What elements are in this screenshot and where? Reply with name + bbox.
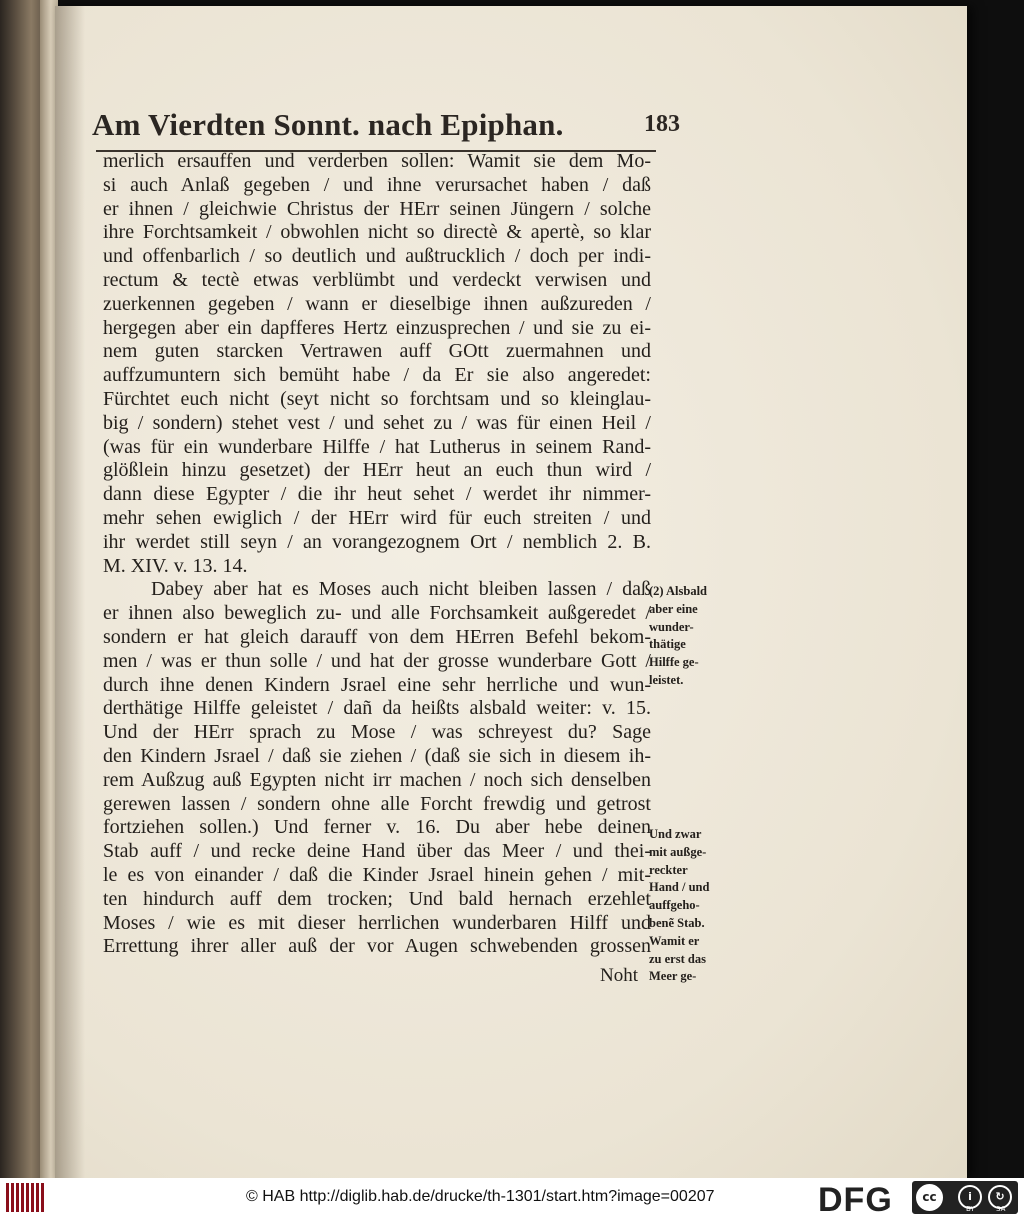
text-line: dann diese Egypter / die ihr heut sehet / werdet ihr nimmer- bbox=[103, 483, 651, 506]
marginal-note-line: Hand / und bbox=[649, 880, 710, 895]
text-line: den Kindern Jsrael / daß sie ziehen / (daß sie sich in diesem ih- bbox=[103, 744, 651, 767]
text-line: rectum & tectè etwas verblümbt und verdeckt verwisen und bbox=[103, 268, 651, 291]
by-icon: i bbox=[958, 1185, 982, 1209]
text-line: (was für ein wunderbare Hilffe / hat Lutherus in seinem Rand- bbox=[103, 435, 651, 458]
text-line: ihr werdet still seyn / an vorangezognem Ort / nemblich 2. B. bbox=[103, 530, 651, 553]
marginal-note-line: Wamit er bbox=[649, 933, 700, 948]
running-header bbox=[92, 107, 680, 151]
marginal-note-line: thätige bbox=[649, 637, 686, 652]
text-line: big / sondern) stehet vest / und sehet zu / was für einen Heil / bbox=[103, 411, 651, 434]
marginal-note-line: wunder- bbox=[649, 619, 694, 634]
marginal-note-line: zu erst das bbox=[649, 951, 706, 966]
text-line: sondern er hat gleich darauff von dem HErren Befehl bekom- bbox=[103, 625, 651, 648]
text-line: fortziehen sollen.) Und ferner v. 16. Du aber hebe deinen bbox=[103, 816, 651, 839]
marginal-note-line: Meer ge- bbox=[649, 969, 697, 984]
text-line: zuerkennen gegeben / wann er dieselbige ihnen außzureden / bbox=[103, 292, 651, 315]
marginal-note-1 bbox=[649, 583, 729, 690]
page-gutter-shadow bbox=[55, 6, 85, 1178]
marginal-note-line: benẽ Stab. bbox=[649, 915, 705, 930]
marginal-note-line: aber eine bbox=[649, 601, 698, 616]
marginal-note-line: leistet. bbox=[649, 672, 684, 687]
hab-logo-icon[interactable] bbox=[6, 1183, 46, 1212]
marginal-note-line: Hilffe ge- bbox=[649, 655, 699, 670]
cc-icon: cc bbox=[916, 1184, 943, 1211]
by-label: BY bbox=[966, 1205, 975, 1213]
text-line: Dabey aber hat es Moses auch nicht bleiben lassen / daß bbox=[151, 578, 651, 601]
text-line: Stab auff / und recke deine Hand über das Meer / und thei- bbox=[103, 840, 651, 863]
text-line: Und der HErr sprach zu Mose / was schreyest du? Sage bbox=[103, 721, 651, 744]
marginal-note-line: auffgeho- bbox=[649, 898, 700, 913]
text-line: er ihnen / gleichwie Christus der HErr seinen Jüngern / solche bbox=[103, 197, 651, 220]
text-line: nem guten starcken Vertrawen auff GOtt zuermahnen und bbox=[103, 340, 651, 363]
sa-icon: ↻ bbox=[988, 1185, 1012, 1209]
text-line: ihre Forchtsamkeit / obwohlen nicht so directè & apertè, so klar bbox=[103, 221, 651, 244]
text-line: ten hindurch auff dem trocken; Und bald hernach erzehlet bbox=[103, 887, 651, 910]
marginal-note-2 bbox=[649, 826, 729, 986]
text-line: rem Außzug auß Egypten nicht irr machen / noch sich denselben bbox=[103, 768, 651, 791]
text-line: auffzumuntern sich bemüht habe / da Er sie also angeredet: bbox=[103, 364, 651, 387]
text-line: mehr sehen ewiglich / der HErr wird für euch streiten / und bbox=[103, 506, 651, 529]
text-line: glößlein hinzu gesetzet) der HErr heut an euch thun wird / bbox=[103, 459, 651, 482]
catchword: Noht bbox=[600, 965, 638, 986]
text-line: und offenbarlich / so deutlich und außtrucklich / doch per indi- bbox=[103, 245, 651, 268]
text-line: Fürchtet euch nicht (seyt nicht so forchtsam und so kleinglau- bbox=[103, 387, 651, 410]
viewer-footer bbox=[0, 1178, 1024, 1217]
text-line: M. XIV. v. 13. 14. bbox=[103, 554, 248, 577]
text-line: er ihnen also beweglich zu- und alle Forchsamkeit außgeredet / bbox=[103, 602, 651, 625]
marginal-note-line: Und zwar bbox=[649, 827, 702, 841]
text-line: hergegen aber ein dapfferes Hertz einzusprechen / und sie zu ei- bbox=[103, 316, 651, 339]
text-line: gerewen lassen / sondern ohne alle Forcht frewdig und getrost bbox=[103, 792, 651, 815]
body-text bbox=[103, 150, 651, 959]
header-title: Am Vierdten Sonnt. nach Epiphan. bbox=[92, 107, 564, 142]
text-line: durch ihne denen Kindern Jsrael eine sehr herrliche und wun- bbox=[103, 673, 651, 696]
marginal-note-line: reckter bbox=[649, 862, 688, 877]
cc-license-badge[interactable] bbox=[912, 1181, 1018, 1214]
marginal-note-line: mit außge- bbox=[649, 844, 707, 859]
marginal-note-line: (2) Alsbald bbox=[649, 584, 708, 598]
credit-link[interactable]: © HAB http://diglib.hab.de/drucke/th-1301/start.htm?image=00207 bbox=[246, 1188, 715, 1205]
text-line: men / was er thun solle / und hat der grosse wunderbare Gott / bbox=[103, 649, 651, 672]
text-line: Errettung ihrer aller auß der vor Augen schwebenden grossen bbox=[103, 935, 651, 958]
text-line: merlich ersauffen und verderben sollen: Wamit sie dem Mo- bbox=[103, 150, 651, 172]
text-line: derthätige Hilffe geleistet / dañ da heißts alsbald weiter: v. 15. bbox=[103, 697, 651, 720]
text-line: Moses / wie es mit dieser herrlichen wunderbaren Hilff und bbox=[103, 911, 651, 934]
dfg-logo[interactable]: DFG bbox=[818, 1181, 893, 1217]
text-line: si auch Anlaß gegeben / und ihne verursachet haben / daß bbox=[103, 173, 651, 196]
text-line: le es von einander / daß die Kinder Jsrael hinein gehen / mit- bbox=[103, 863, 651, 886]
sa-label: SA bbox=[996, 1205, 1006, 1213]
page-number: 183 bbox=[644, 111, 680, 137]
